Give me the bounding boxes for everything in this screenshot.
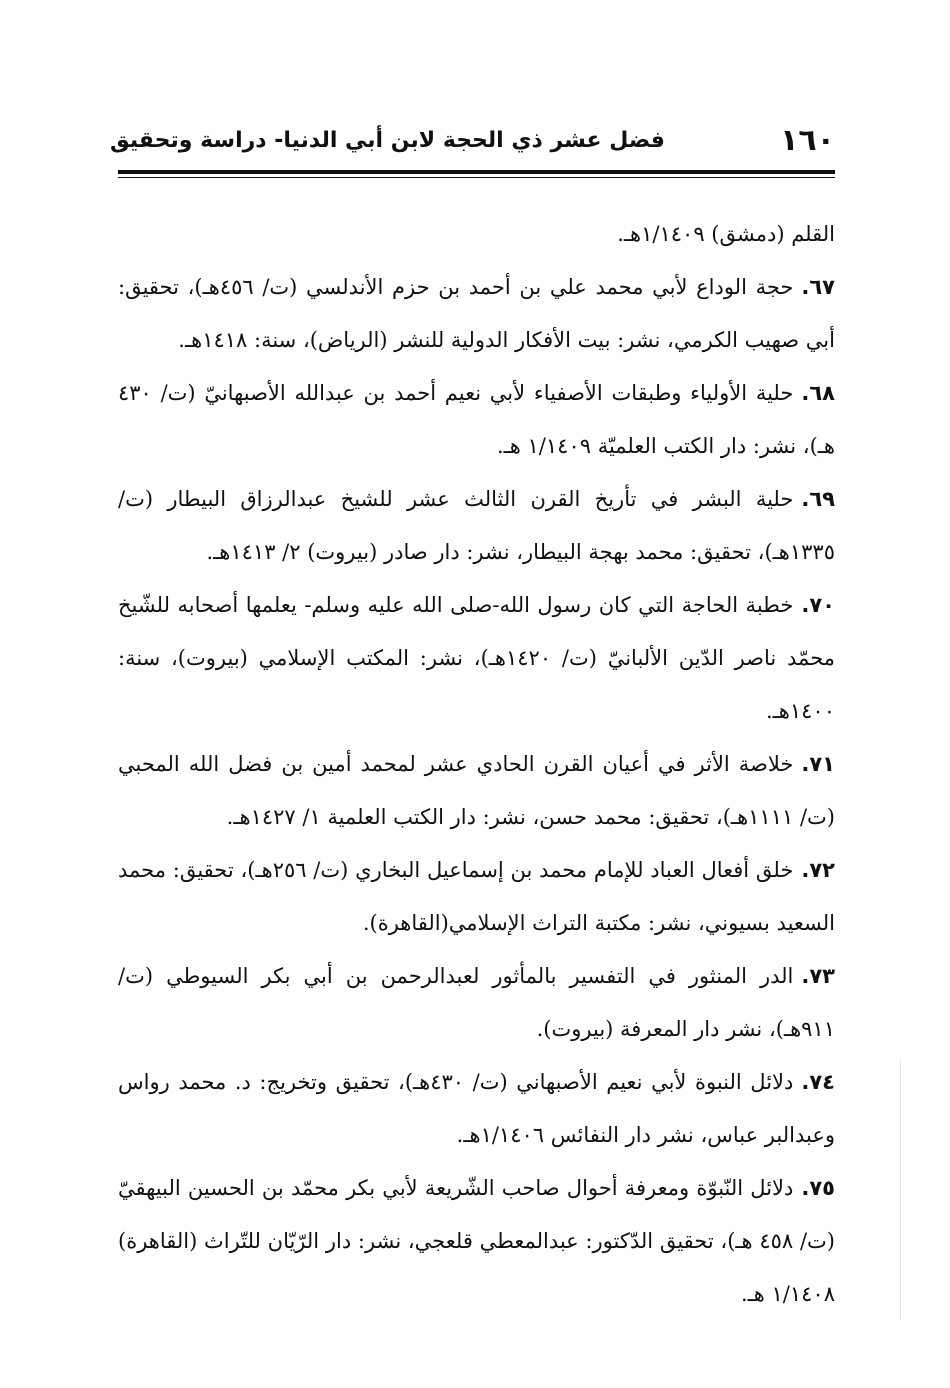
entry-number: ٦٨. (801, 381, 835, 405)
bibliography-list (118, 208, 835, 1321)
bibliography-entry (118, 738, 835, 844)
entry-text: خلق أفعال العباد للإمام محمد بن إسماعيل البخاري (ت/ ٢٥٦هـ)، تحقيق: محمد السعيد بسيوني، نشر: مكتبة التراث الإسلامي(القاهرة). (118, 858, 835, 935)
entry-number: ٧١. (801, 752, 835, 776)
bibliography-entry (118, 1162, 835, 1321)
entry-number: ٧٤. (801, 1070, 835, 1094)
bibliography-entry (118, 367, 835, 473)
entry-text: الدر المنثور في التفسير بالمأثور لعبدالرحمن بن أبي بكر السيوطي (ت/ ٩١١هـ)، نشر دار المعرفة (بيروت). (118, 964, 835, 1041)
header-rule-thick (118, 170, 835, 174)
page-number: ١٦٠ (780, 122, 835, 158)
entry-text: دلائل النّبوّة ومعرفة أحوال صاحب الشّريعة لأبي بكر محمّد بن الحسين البيهقيّ (ت/ ٤٥٨ هـ)، تحقيق الدّكتور: عبدالمعطي قلعجي، نشر: دار الرّيّان للتّراث (القاهرة) ١/١٤٠٨ هـ. (118, 1176, 835, 1306)
bibliography-entry (118, 1056, 835, 1162)
entry-text: خلاصة الأثر في أعيان القرن الحادي عشر لمحمد أمين بن فضل الله المحبي (ت/ ١١١١هـ)، تحقيق: محمد حسن، نشر: دار الكتب العلمية ١/ ١٤٢٧هـ. (118, 752, 835, 829)
continuation-line: القلم (دمشق) ١/١٤٠٩هـ. (617, 222, 835, 246)
bibliography-entry (118, 261, 835, 367)
page-header (110, 120, 835, 160)
scan-margin-line (900, 1060, 901, 1320)
bibliography-entry (118, 950, 835, 1056)
running-title: فضل عشر ذي الحجة لابن أبي الدنيا- دراسة وتحقيق (110, 127, 665, 153)
entry-number: ٧٣. (801, 964, 835, 988)
entry-number: ٧٠. (801, 593, 835, 617)
header-rule-thin (118, 177, 835, 178)
entry-number: ٦٧. (801, 275, 835, 299)
entry-text: دلائل النبوة لأبي نعيم الأصبهاني (ت/ ٤٣٠هـ)، تحقيق وتخريج: د. محمد رواس وعبدالبر عباس، نشر دار النفائس ١/١٤٠٦هـ. (118, 1070, 835, 1147)
bibliography-entry (118, 473, 835, 579)
bibliography-entry (118, 844, 835, 950)
entry-number: ٧٢. (801, 858, 835, 882)
entry-number: ٧٥. (801, 1176, 835, 1200)
bibliography-entry (118, 579, 835, 738)
entry-text: حلية الأولياء وطبقات الأصفياء لأبي نعيم أحمد بن عبدالله الأصبهانيّ (ت/ ٤٣٠ هـ)، نشر: دار الكتب العلميّة ١/١٤٠٩ هـ. (118, 381, 835, 458)
entry-text: خطبة الحاجة التي كان رسول الله-صلى الله عليه وسلم- يعلمها أصحابه للشّيخ محمّد ناصر الدّين الألبانيّ (ت/ ١٤٢٠هـ)، نشر: المكتب الإسلامي (بيروت)، سنة: ١٤٠٠هـ. (118, 593, 835, 723)
entry-text: حلية البشر في تأريخ القرن الثالث عشر للشيخ عبدالرزاق البيطار (ت/ ١٣٣٥هـ)، تحقيق: محمد بهجة البيطار، نشر: دار صادر (بيروت) ٢/ ١٤١٣هـ. (118, 487, 835, 564)
entry-number: ٦٩. (801, 487, 835, 511)
entry-text: حجة الوداع لأبي محمد علي بن أحمد بن حزم الأندلسي (ت/ ٤٥٦هـ)، تحقيق: أبي صهيب الكرمي، نشر: بيت الأفكار الدولية للنشر (الرياض)، سنة: ١٤١٨هـ. (118, 275, 835, 352)
